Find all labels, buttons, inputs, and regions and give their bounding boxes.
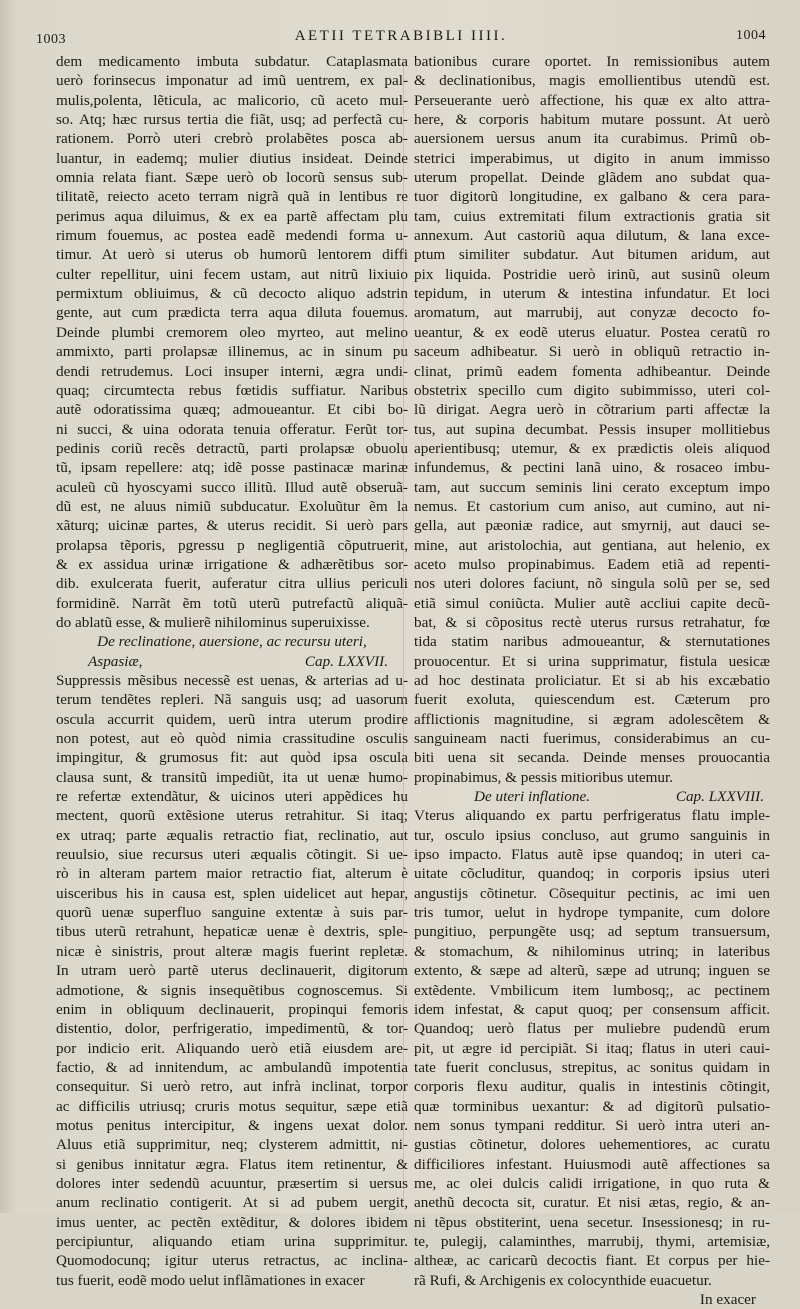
- text-line: afflictionis magnitudine, si ægram adolescẽtem &: [414, 710, 770, 728]
- text-line: tus, aut supina decumbat. Pessis insuper mollitiebus: [414, 420, 770, 438]
- text-line: formidinẽ. Narrãt ẽm totũ uterũ putrefactũ aliquã-: [56, 594, 408, 612]
- text-line: nicæ è sinistris, prout alteræ magis fuerint repletæ.: [56, 942, 408, 960]
- right-column-text-2: [414, 806, 770, 1290]
- text-line: Aluus etiã supprimitur, neq; clysterem admittit, ni-: [56, 1136, 408, 1154]
- text-line: factio, & ad innitendum, ac ambulandũ impotentia: [56, 1058, 408, 1076]
- text-line: aperientibusq; utemur, & ex prædictis oleis aliquod: [414, 439, 770, 457]
- text-line: rimum fouemus, ac postea eadẽ medendi forma u-: [56, 227, 408, 245]
- text-line: impingitur, & grumosus fit: aut quòd ipsa oscula: [56, 749, 408, 767]
- text-line: extento, & sæpe ad alterũ, sæpe ad utrunq; inguen se: [414, 962, 770, 980]
- text-line: ammixto, parti prolapsæ illinemus, ac in sinum pu: [56, 343, 408, 361]
- chapter-title-78: De uteri inflatione.: [474, 788, 590, 806]
- text-line: ipso impacto. Flatus autẽ ipse quandoq; in uteri ca-: [414, 846, 770, 864]
- text-line: uterum propellat. Deinde glãdem ano subdat qua-: [414, 169, 770, 187]
- text-line: aculeũ cũ hyoscyami succo illitũ. Illud autẽ obseruã-: [56, 478, 408, 496]
- text-line: admotione, & signis insequẽtibus cognoscemus. Si: [56, 981, 408, 999]
- text-line: bat, & si cõpositus rectè uterus rursus retrahatur, fœ: [414, 613, 770, 631]
- text-line: extẽdente. Vmbilicum item lumbosq;, ac pectinem: [414, 981, 770, 999]
- text-line: pix liquida. Postridie uerò irinũ, aut susinũ oleum: [414, 265, 770, 283]
- text-line: tam, aut succum seminis lini cerato exceptum impo: [414, 478, 770, 496]
- text-line: mine, aut aristolochia, aut gentiana, aut helenio, ex: [414, 536, 770, 554]
- text-line: quæ torminibus uexantur: & ad digitorũ pulsatio-: [414, 1097, 770, 1115]
- page-number-right: 1004: [736, 28, 766, 43]
- text-line: luantur, in eademq; mulier diutius insideat. Deinde: [56, 149, 408, 167]
- text-line: imus uenter, ac pectẽn extẽditur, & dolores ibidem: [56, 1213, 408, 1231]
- text-line: bationibus curare oportet. In remissionibus autem: [414, 53, 770, 70]
- text-line: mectent, quorũ extẽsione uterus retrahitur. Si itaq;: [56, 807, 408, 825]
- text-line: gustias cõtinetur, dolores uehementiores, ac curatu: [414, 1136, 770, 1154]
- text-line: & declinationibus, magis emollientibus utendũ est.: [414, 72, 770, 90]
- text-line: pedinis coriũ recẽs detractũ, parti prolapsæ obuolu: [56, 439, 408, 457]
- page-header: [36, 28, 766, 50]
- text-line: sanguineam nacti fuerimus, considerabimus an cu-: [414, 730, 770, 748]
- text-line: Vterus aliquando ex partu perfrigeratus flatu imple-: [414, 807, 770, 825]
- text-line: clinat, primũ eadem fomenta adhibeantur. Deinde: [414, 362, 770, 380]
- text-line: tuor digitorũ longitudine, ex galbano & cera para-: [414, 188, 770, 206]
- text-line: angustijs cõtinetur. Cõsequitur pectinis, ac imi uen: [414, 884, 770, 902]
- text-line: Quandoq; uerò flatus per muliebre pudendũ erum: [414, 1020, 770, 1038]
- text-line: ac difficilis utriusq; cruris motus sequitur, sæpe etiã: [56, 1097, 408, 1115]
- text-line: idem infestat, & caput quoq; per consensum afficit.: [414, 1000, 770, 1018]
- text-line: mulis,polenta, lẽticula, ac malicorio, cũ aceto mul-: [56, 91, 408, 109]
- text-line: uerò forinsecus imponatur ad imũ uentrem, ex pal-: [56, 72, 408, 90]
- text-line: anum reclinatio contigerit. At si ad pubem uergit,: [56, 1194, 408, 1212]
- chapter-heading-77: De reclinatione, auersione, ac recursu uteri,: [97, 633, 367, 651]
- text-line: tilitatẽ, reiecto aceto terram nigrã quã in lentibus re: [56, 188, 408, 206]
- text-line: quaq; circumtecta rebus fœtidis suffiatur. Naribus: [56, 381, 408, 399]
- text-line: reuulsio, siue recursus uteri æqualis cõtingit. Si ue-: [56, 846, 408, 864]
- chapter-author: Aspasiæ,: [88, 652, 143, 670]
- text-line: me, ac olei dulcis calidi irrigatione, in quo ruta &: [414, 1174, 770, 1192]
- text-line: prolapsa tẽporis, pgressu p negligentiã cõputruerit,: [56, 536, 408, 554]
- text-line: si genibus innitatur ægra. Flatus item retinentur, &: [56, 1155, 408, 1173]
- text-line: dem medicamento imbuta subdatur. Cataplasmata: [56, 53, 408, 70]
- left-column-text-2: [56, 671, 408, 1290]
- text-line: difficiliores infestant. Huiusmodi autẽ affectiones sa: [414, 1155, 770, 1173]
- chapter-subhead-78: [414, 787, 770, 806]
- text-line: corporis flexu auditur, qualis in intestinis cõtingit,: [414, 1078, 770, 1096]
- text-line: tepidum, in uterum & intestina infundatur. Et loci: [414, 285, 770, 303]
- text-line: tus fuerit, eodẽ modo uelut inflãmationes in exacer: [56, 1271, 365, 1289]
- text-line: tũ, ipsam repellere: atq; idẽ posse pastinacæ marinæ: [56, 459, 408, 477]
- text-line: so. Atq; hæc rursus tertia die fiãt, usq; ad perfectã cu-: [56, 111, 408, 129]
- text-line: non potest, aut eò quòd nimia crassitudine osculis: [56, 730, 408, 748]
- text-line: re refertæ extendãtur, & uicinos uteri appẽdices hu: [56, 788, 408, 806]
- text-line: tam, cuius extremitati filum extractionis gratia sit: [414, 207, 770, 225]
- text-line: distentio, dolor, perfrigeratio, impedimentũ, & tor-: [56, 1020, 408, 1038]
- right-column: [414, 52, 770, 1309]
- text-line: tida statim naribus admoueantur, & sternutationes: [414, 633, 770, 651]
- text-line: consequitur. Si uerò retro, aut infrà inclinat, torpor: [56, 1078, 408, 1096]
- text-line: xãturq; uicinæ partes, & uterus recidit. Si uerò pars: [56, 517, 408, 535]
- text-line: uitate cõcluditur, quandoq; in corporis ipsius uteri: [414, 865, 770, 883]
- text-line: ni tẽpus obstiterint, uena secetur. Insessionesq; in ru-: [414, 1213, 770, 1231]
- text-line: obstetrix specillo cum digito subimmisso, uteri col-: [414, 381, 770, 399]
- text-line: quorũ uenæ superfluo sanguine extentæ à suis par-: [56, 904, 408, 922]
- text-line: gente, aut cum prædicta terra aqua diluta fouemus.: [56, 304, 408, 322]
- text-line: Perseuerante uerò affectione, his quæ ex alto attra-: [414, 91, 770, 109]
- text-line: rã Rufi, & Archigenis ex colocynthide euacuetur.: [414, 1271, 712, 1289]
- text-line: & ex assidua urinæ irrigatione & adhærẽtibus sor-: [56, 555, 408, 573]
- text-line: nos uteri dolores faciunt, nõ singula solũ per se, sed: [414, 575, 770, 593]
- text-line: ex utraq; parte æqualis retractio fiat, reclinatio, aut: [56, 826, 408, 844]
- text-line: tur, osculo ipsius concluso, aut grumo sanguinis in: [414, 826, 770, 844]
- text-line: clausa sunt, & transitũ impediũt, ita ut uenæ humo-: [56, 768, 408, 786]
- left-column-text: [56, 52, 408, 632]
- text-line: dib. exulcerata fuerit, auferatur citra ullius periculi: [56, 575, 408, 593]
- text-line: ad hoc destinata proliciatur. Et si ab his excæbatio: [414, 672, 770, 689]
- text-line: anethũ decocta sit, curatur. Et nisi ætas, regio, & an-: [414, 1194, 770, 1212]
- text-line: Deinde plumbi cremorem oleo myrteo, aut melino: [56, 323, 408, 341]
- text-line: dendi retrudemus. Loci insuper interni, ægra undi-: [56, 362, 408, 380]
- text-line: pungitiuo, perpungẽte usq; ad septum transuersum,: [414, 923, 770, 941]
- text-line: nem sonus tympani redditur. Si uerò intra uteri an-: [414, 1116, 770, 1134]
- text-line: por indicio erit. Aliquando uerò etiã eiusdem are-: [56, 1039, 408, 1057]
- text-line: Suppressis mẽsibus necessẽ est uenas, & arterias ad u-: [56, 672, 408, 689]
- text-line: propinabimus, & pessis mitioribus utemur.: [414, 768, 674, 786]
- text-line: rationem. Porrò uteri crebrò prolabẽtes posca ab-: [56, 130, 408, 148]
- text-line: enim in obliquum declinauerit, propinqui femoris: [56, 1000, 408, 1018]
- chapter-subhead-77: [56, 652, 408, 671]
- left-column: [56, 52, 408, 1290]
- text-line: ptum similiter subdatur. Aut bitumen aridum, aut: [414, 246, 770, 264]
- text-line: te, pulegij, calaminthes, marrubij, thymi, artemisiæ,: [414, 1232, 770, 1250]
- text-line: stetrici imperabimus, ut digito in anum immisso: [414, 149, 770, 167]
- text-line: aceto mulso propinabimus. Eadem etiã ad repenti-: [414, 555, 770, 573]
- text-line: In utram uerò partẽ uterus declinauerit, digitorum: [56, 962, 408, 980]
- text-line: aromatum, aut marrubij, aut conyzæ decocto fo-: [414, 304, 770, 322]
- text-line: ni succi, & uina odorata tenuia offeratur. Ferũt tor-: [56, 420, 408, 438]
- text-line: tris tumor, uelut in hydrope tympanite, cum dolore: [414, 904, 770, 922]
- text-line: tate fuerit conclusus, strepitus, ac sonitus quidam in: [414, 1058, 770, 1076]
- text-line: lũ dirigat. Aegra uerò in cõtrarium parti affectæ la: [414, 401, 770, 419]
- catchword: In exacer: [699, 1291, 756, 1308]
- text-line: fuerit exoluta, quiescendum est. Cæterum pro: [414, 691, 770, 709]
- text-line: timur. At uerò si uterus ob humorũ lentorem diffi: [56, 246, 408, 264]
- text-line: rò in alteram partem maior retractio fiat, alterum è: [56, 865, 408, 883]
- text-line: culter repellitur, uini fecem ustam, aut nitrũ lixiuio: [56, 265, 408, 283]
- text-line: perimus aqua diluimus, & ex ea partẽ affectam plu: [56, 207, 408, 225]
- text-line: pit, ut ægre id percipiãt. Si itaq; flatus in uteri caui-: [414, 1039, 770, 1057]
- text-line: infundemus, & pectini lanã uino, & rosaceo imbu-: [414, 459, 770, 477]
- text-line: do ablatũ esse, & mulierẽ nihilominus superuixisse.: [56, 613, 370, 631]
- text-line: prouocentur. Et si urina supprimatur, fistula uesicæ: [414, 652, 770, 670]
- text-line: here, & corporis habitum mutare possunt. At uerò: [414, 111, 770, 129]
- text-line: omnia relata fiant. Sæpe uerò ob locorũ sensus sub-: [56, 169, 408, 187]
- chapter-number-77: Cap. LXXVII.: [304, 652, 388, 670]
- text-line: ueantur, & ex eodẽ uterus eluatur. Postea ceratũ ro: [414, 323, 770, 341]
- text-line: tibus uterũ retrahunt, hepaticæ uenæ è dextris, sple-: [56, 923, 408, 941]
- text-line: altheæ, ac caricarũ decoctis fiant. Et corpus per hie-: [414, 1252, 770, 1270]
- running-title: AETII TETRABIBLI IIII.: [294, 28, 508, 44]
- text-line: dũ est, ne aluus nimiũ subducatur. Exoluũtur ẽm la: [56, 497, 408, 515]
- text-line: nemus. Et castorium cum aniso, aut cumino, aut ni-: [414, 497, 770, 515]
- text-line: dolores inter sedendũ acuuntur, præsertim si uersus: [56, 1174, 408, 1192]
- text-line: uisceribus his in causa est, splen uidelicet aut hepar,: [56, 884, 408, 902]
- text-line: & stomachum, & nihilominus utrinq; in lateribus: [414, 942, 770, 960]
- text-line: etiã simul coniũcta. Mulier autẽ accliui capite decũ-: [414, 594, 770, 612]
- text-line: saceum adhibeatur. Si uerò in obliquũ retractio in-: [414, 343, 770, 361]
- right-column-text: [414, 52, 770, 787]
- text-line: oscula accurrit quidem, uerũ intra uterum prodire: [56, 710, 408, 728]
- text-line: annexum. Aut castoriũ aqua dilutum, & lana exce-: [414, 227, 770, 245]
- text-line: Quomodocunq; igitur uterus retractus, ac inclina-: [56, 1252, 408, 1270]
- text-line: autẽ odoratissima quæq; admoueantur. Et cibi bo-: [56, 401, 408, 419]
- text-line: percipiuntur, aliquando etiam urina supprimitur.: [56, 1232, 408, 1250]
- chapter-number-78: Cap. LXXVIII.: [675, 788, 764, 806]
- text-line: auersionem uersus anum ita curabimus. Primũ ob-: [414, 130, 770, 148]
- text-line: motus penitus intercipitur, & ingens uexat dolor.: [56, 1116, 408, 1134]
- text-line: permixtum obliuimus, & cũ decocto aliquo adstrin: [56, 285, 408, 303]
- text-line: biti uena sit secanda. Deinde menses prouocantia: [414, 749, 770, 767]
- page-number-left: 1003: [36, 32, 66, 47]
- text-line: gella, aut pæoniæ radice, aut smyrnij, aut dauci se-: [414, 517, 770, 535]
- text-line: terum tendẽtes repleri. Nã sanguis usq; ad uasorum: [56, 691, 408, 709]
